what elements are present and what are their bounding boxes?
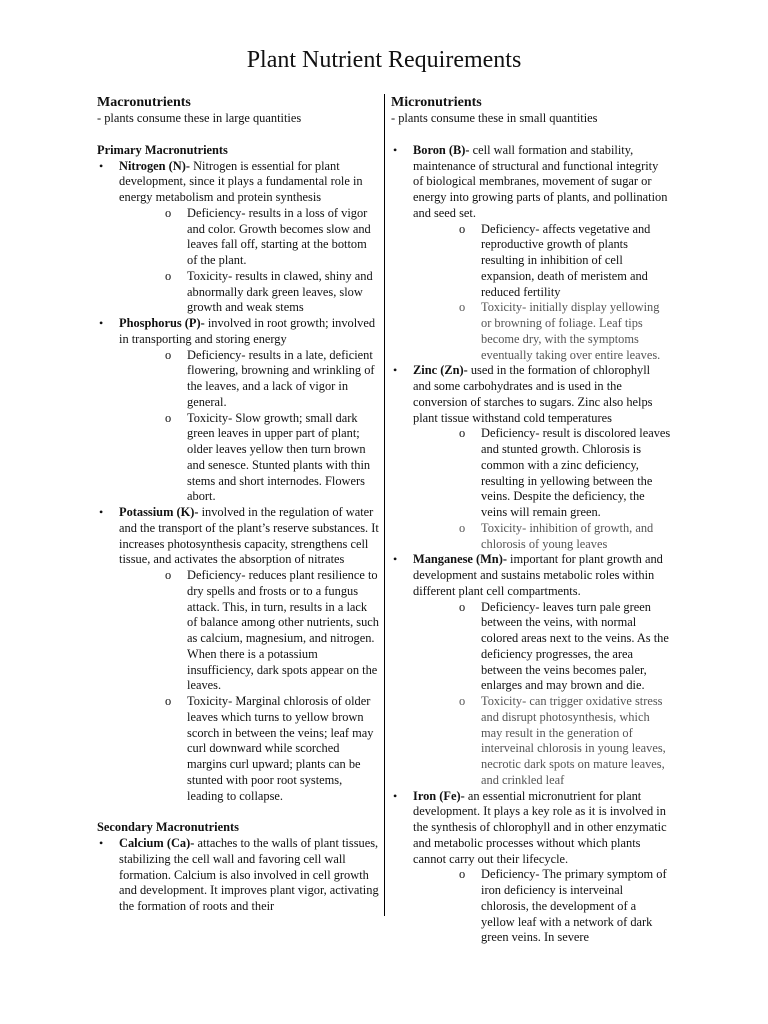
bullet-icon: • bbox=[99, 836, 104, 850]
bullet-icon: • bbox=[99, 158, 104, 173]
nutrient-item bbox=[391, 143, 671, 364]
effect-text: Deficiency- results in a loss of vigor and color. Growth becomes slow and leaves fall off, starting at the bottom of the plant. bbox=[187, 205, 371, 267]
nutrient-item bbox=[391, 552, 671, 788]
nutrient-description: involved in root growth; involved in transporting and storing energy bbox=[119, 316, 376, 346]
effect-item bbox=[119, 348, 379, 411]
bullet-icon: • bbox=[393, 142, 398, 157]
effect-text: Deficiency- affects vegetative and reproductive growth of plants resulting in inhibition of cell expansion, death of meristem and reduced fertility bbox=[481, 221, 651, 299]
circle-bullet-icon: o bbox=[459, 867, 466, 882]
effect-text: Deficiency- result is discolored leaves and stunted growth. Chlorosis is common with a zinc deficiency, resulting in yellowing between the veins. Despite the deficiency, the veins will remain green. bbox=[481, 426, 671, 519]
nutrient-list bbox=[97, 836, 379, 915]
effect-item bbox=[413, 521, 671, 553]
column-divider bbox=[384, 94, 385, 916]
nutrient-name: Phosphorus (P)- bbox=[119, 316, 205, 330]
effect-text: Deficiency- leaves turn pale green between the veins, with normal colored areas next to the veins. As the deficiency progresses, the area between the veins becomes paler, enlarges and may brown and die. bbox=[481, 599, 669, 693]
effect-item bbox=[413, 694, 671, 789]
nutrient-name: Nitrogen (N)- bbox=[119, 158, 190, 173]
macronutrients-column bbox=[97, 94, 379, 915]
nutrient-description: attaches to the walls of plant tissues, stabilizing the cell wall and favoring cell wall formation. Calcium is also involved in cell growth and development. It improves plant vigor, activating the formation of roots and their bbox=[119, 836, 379, 913]
nutrient-description: important for plant growth and development and sustains metabolic roles within different plant cell compartments. bbox=[413, 552, 663, 598]
effect-item bbox=[413, 300, 671, 363]
effect-item bbox=[119, 694, 379, 804]
effects-list bbox=[413, 222, 671, 364]
nutrient-name: Potassium (K)- bbox=[119, 505, 199, 519]
effect-item bbox=[413, 222, 671, 301]
effects-list bbox=[413, 426, 671, 552]
effect-text: Deficiency- results in a late, deficient flowering, browning and wrinkling of the leaves, and a lack of vigor in general. bbox=[187, 347, 375, 409]
effect-item bbox=[413, 426, 671, 521]
effect-item bbox=[119, 568, 379, 694]
bullet-icon: • bbox=[393, 363, 398, 378]
nutrient-item bbox=[97, 836, 379, 915]
circle-bullet-icon: o bbox=[459, 599, 466, 614]
bullet-icon: • bbox=[393, 552, 398, 567]
group-spacer bbox=[97, 804, 379, 820]
micronutrients-heading: Micronutrients bbox=[391, 95, 482, 110]
nutrient-name: Zinc (Zn)- bbox=[413, 363, 468, 378]
nutrient-description: Nitrogen is essential for plant development, since it plays a fundamental role in energy metabolism and protein synthesis bbox=[119, 158, 363, 204]
nutrient-description: an essential micronutrient for plant development. It plays a key role as it is involved in the synthesis of chlorophyll and in other enzymatic and metabolic processes without which plants cannot carry out their lifecycle. bbox=[413, 788, 667, 866]
bullet-icon: • bbox=[99, 316, 104, 330]
circle-bullet-icon: o bbox=[165, 568, 172, 582]
nutrient-item bbox=[97, 505, 379, 804]
circle-bullet-icon: o bbox=[459, 300, 466, 315]
nutrient-name: Calcium (Ca)- bbox=[119, 836, 195, 850]
nutrient-item bbox=[97, 316, 379, 505]
effect-text: Toxicity- initially display yellowing or browning of foliage. Leaf tips become dry, with the symptoms eventually taking over entire leaves. bbox=[481, 300, 661, 362]
circle-bullet-icon: o bbox=[459, 694, 466, 708]
effect-item bbox=[119, 206, 379, 269]
nutrient-name: Iron (Fe)- bbox=[413, 788, 465, 803]
circle-bullet-icon: o bbox=[165, 694, 172, 708]
nutrient-description: used in the formation of chlorophyll and some carbohydrates and is used in the conversion of starches to sugars. Zinc also helps plant tissue withstand cold temperatures bbox=[413, 363, 653, 425]
circle-bullet-icon: o bbox=[165, 347, 172, 362]
macronutrients-heading: Macronutrients bbox=[97, 95, 191, 110]
nutrient-description: involved in the regulation of water and the transport of the plant’s reserve substances. It increases photosynthesis capacity, strengthens cell tissue, and activates the absorption of nitrates bbox=[119, 505, 379, 567]
circle-bullet-icon: o bbox=[459, 426, 466, 441]
micronutrients-subheading: - plants consume these in small quantities bbox=[391, 111, 598, 125]
effect-text: Toxicity- results in clawed, shiny and abnormally dark green leaves, slow growth and weak stems bbox=[187, 268, 373, 315]
document-title: Plant Nutrient Requirements bbox=[246, 47, 522, 73]
effect-item bbox=[119, 269, 379, 316]
bullet-icon: • bbox=[393, 788, 398, 803]
effect-text: Toxicity- Slow growth; small dark green leaves in upper part of plant; older leaves yellow then turn brown and senesce. Stunted plants with thin stems and short internodes. Flowers abort. bbox=[187, 410, 371, 504]
nutrient-list bbox=[97, 159, 379, 805]
nutrient-name: Manganese (Mn)- bbox=[413, 552, 507, 567]
nutrient-item bbox=[97, 159, 379, 317]
group-heading: Primary Macronutrients bbox=[97, 142, 228, 157]
nutrient-name: Boron (B)- bbox=[413, 142, 470, 157]
nutrient-item bbox=[391, 789, 671, 947]
effect-item bbox=[413, 600, 671, 695]
circle-bullet-icon: o bbox=[165, 205, 172, 220]
circle-bullet-icon: o bbox=[459, 520, 466, 535]
effect-text: Deficiency- The primary symptom of iron deficiency is interveinal chlorosis, the development of a yellow leaf with a network of dark green veins. In severe bbox=[481, 867, 667, 945]
circle-bullet-icon: o bbox=[165, 268, 172, 283]
nutrient-description: cell wall formation and stability, maintenance of structural and functional integrity of biological membranes, movement of sugar or energy into growing parts of plants, and pollination and seed set. bbox=[413, 142, 668, 220]
effect-text: Deficiency- reduces plant resilience to dry spells and frosts or to a fungus attack. This, in turn, results in a lack of balance among other nutrients, such as calcium, magnesium, and nitrogen. When there is a potassium insufficiency, dark spots appear on the leaves. bbox=[187, 568, 379, 693]
effects-list bbox=[413, 600, 671, 789]
effect-text: Toxicity- Marginal chlorosis of older leaves which turns to yellow brown scorch in between the veins; leaf may curl downward while scorched margins curl upward; plants can be stunted with poor root systems, leading to collapse. bbox=[187, 694, 374, 803]
macronutrients-subheading: - plants consume these in large quantities bbox=[97, 111, 302, 125]
bullet-icon: • bbox=[99, 505, 104, 519]
effects-list bbox=[119, 568, 379, 804]
nutrient-item bbox=[391, 363, 671, 552]
effects-list bbox=[119, 348, 379, 506]
micronutrients-column bbox=[391, 94, 671, 946]
macronutrient-groups bbox=[97, 143, 379, 915]
effect-text: Toxicity- can trigger oxidative stress and disrupt photosynthesis, which may result in the generation of interveinal chlorosis in young leaves, necrotic dark spots on mature leaves, and crinkled leaf bbox=[481, 694, 666, 787]
effect-text: Toxicity- inhibition of growth, and chlorosis of young leaves bbox=[481, 520, 654, 551]
circle-bullet-icon: o bbox=[165, 410, 172, 425]
circle-bullet-icon: o bbox=[459, 221, 466, 236]
effect-item bbox=[413, 867, 671, 946]
effects-list bbox=[413, 867, 671, 946]
micronutrient-list bbox=[391, 143, 671, 946]
effect-item bbox=[119, 411, 379, 506]
group-heading: Secondary Macronutrients bbox=[97, 820, 239, 835]
effects-list bbox=[119, 206, 379, 316]
